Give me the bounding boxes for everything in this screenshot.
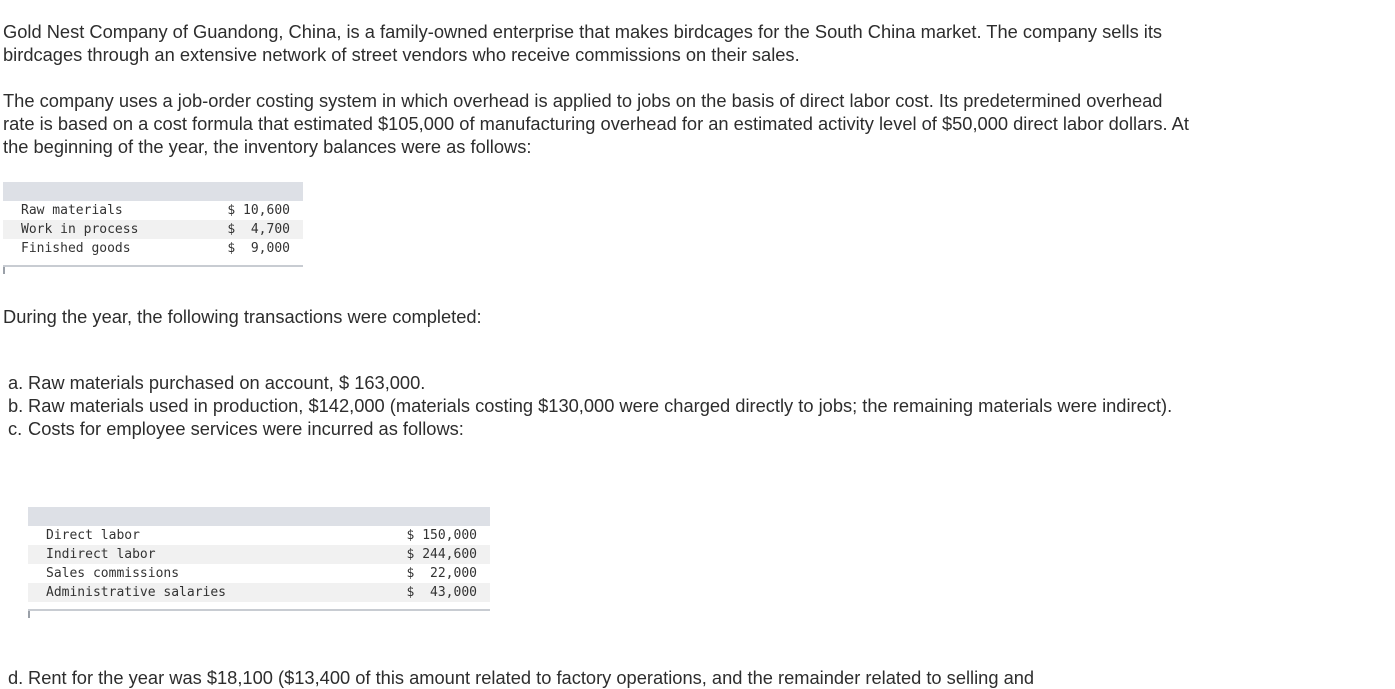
transactions-list bbox=[8, 371, 1188, 440]
table-row bbox=[3, 220, 303, 239]
row-value: $ 22,000 bbox=[406, 566, 477, 581]
list-item bbox=[8, 394, 1188, 417]
row-label: Raw materials bbox=[21, 203, 123, 218]
transactions-intro: During the year, the following transactions were completed: bbox=[3, 306, 482, 327]
table-row bbox=[28, 564, 490, 583]
item-marker: d. bbox=[8, 667, 24, 688]
row-value: $ 9,000 bbox=[227, 241, 290, 256]
inventory-balances-table bbox=[3, 182, 303, 276]
table-row bbox=[28, 545, 490, 564]
row-value: $ 150,000 bbox=[406, 528, 477, 543]
item-text: Raw materials used in production, $142,000 (materials costing $130,000 were charged directly to jobs; the remaining materials were indirect). bbox=[28, 395, 1173, 416]
item-marker: a. bbox=[8, 372, 24, 393]
row-value: $ 43,000 bbox=[406, 585, 477, 600]
continued-list bbox=[8, 666, 1188, 689]
table-header-bar bbox=[28, 507, 490, 526]
table-corner-mark bbox=[3, 267, 5, 274]
table-corner-mark bbox=[28, 611, 30, 618]
table-bottom-rule bbox=[3, 265, 303, 267]
item-text: Rent for the year was $18,100 ($13,400 of this amount related to factory operations, and the remainder related to selling and bbox=[28, 667, 1035, 688]
employee-costs-table bbox=[28, 507, 490, 619]
list-item bbox=[8, 371, 1188, 394]
table-row bbox=[3, 201, 303, 220]
table-row bbox=[28, 526, 490, 545]
row-value: $ 10,600 bbox=[227, 203, 290, 218]
intro-paragraph-1: Gold Nest Company of Guandong, China, is a family-owned enterprise that makes birdcages for the South China market. The company sells its birdcages through an extensive network of street vendors who receive commissions on their sales. bbox=[3, 21, 1163, 65]
row-label: Indirect labor bbox=[46, 547, 156, 562]
row-label: Direct labor bbox=[46, 528, 140, 543]
table-header-bar bbox=[3, 182, 303, 201]
row-label: Sales commissions bbox=[46, 566, 180, 581]
row-label: Finished goods bbox=[21, 241, 131, 256]
row-value: $ 4,700 bbox=[227, 222, 290, 237]
row-label: Administrative salaries bbox=[46, 585, 227, 600]
list-item bbox=[8, 666, 1188, 689]
list-item bbox=[8, 417, 1188, 440]
table-row bbox=[28, 583, 490, 602]
item-text: Costs for employee services were incurred as follows: bbox=[28, 418, 464, 439]
row-value: $ 244,600 bbox=[406, 547, 477, 562]
row-label: Work in process bbox=[21, 222, 139, 237]
table-bottom-rule bbox=[28, 609, 490, 611]
table-row bbox=[3, 239, 303, 258]
intro-paragraph-2: The company uses a job-order costing system in which overhead is applied to jobs on the basis of direct labor cost. Its predetermined overhead rate is based on a cost formula that estimated $105,000 of manufacturing overhead for an estimated activity level of $50,000 direct labor dollars. At the beginning of the year, the inventory balances were as follows: bbox=[3, 90, 1189, 157]
item-marker: c. bbox=[8, 418, 23, 439]
item-marker: b. bbox=[8, 395, 24, 416]
item-text: Raw materials purchased on account, $ 163,000. bbox=[28, 372, 426, 393]
